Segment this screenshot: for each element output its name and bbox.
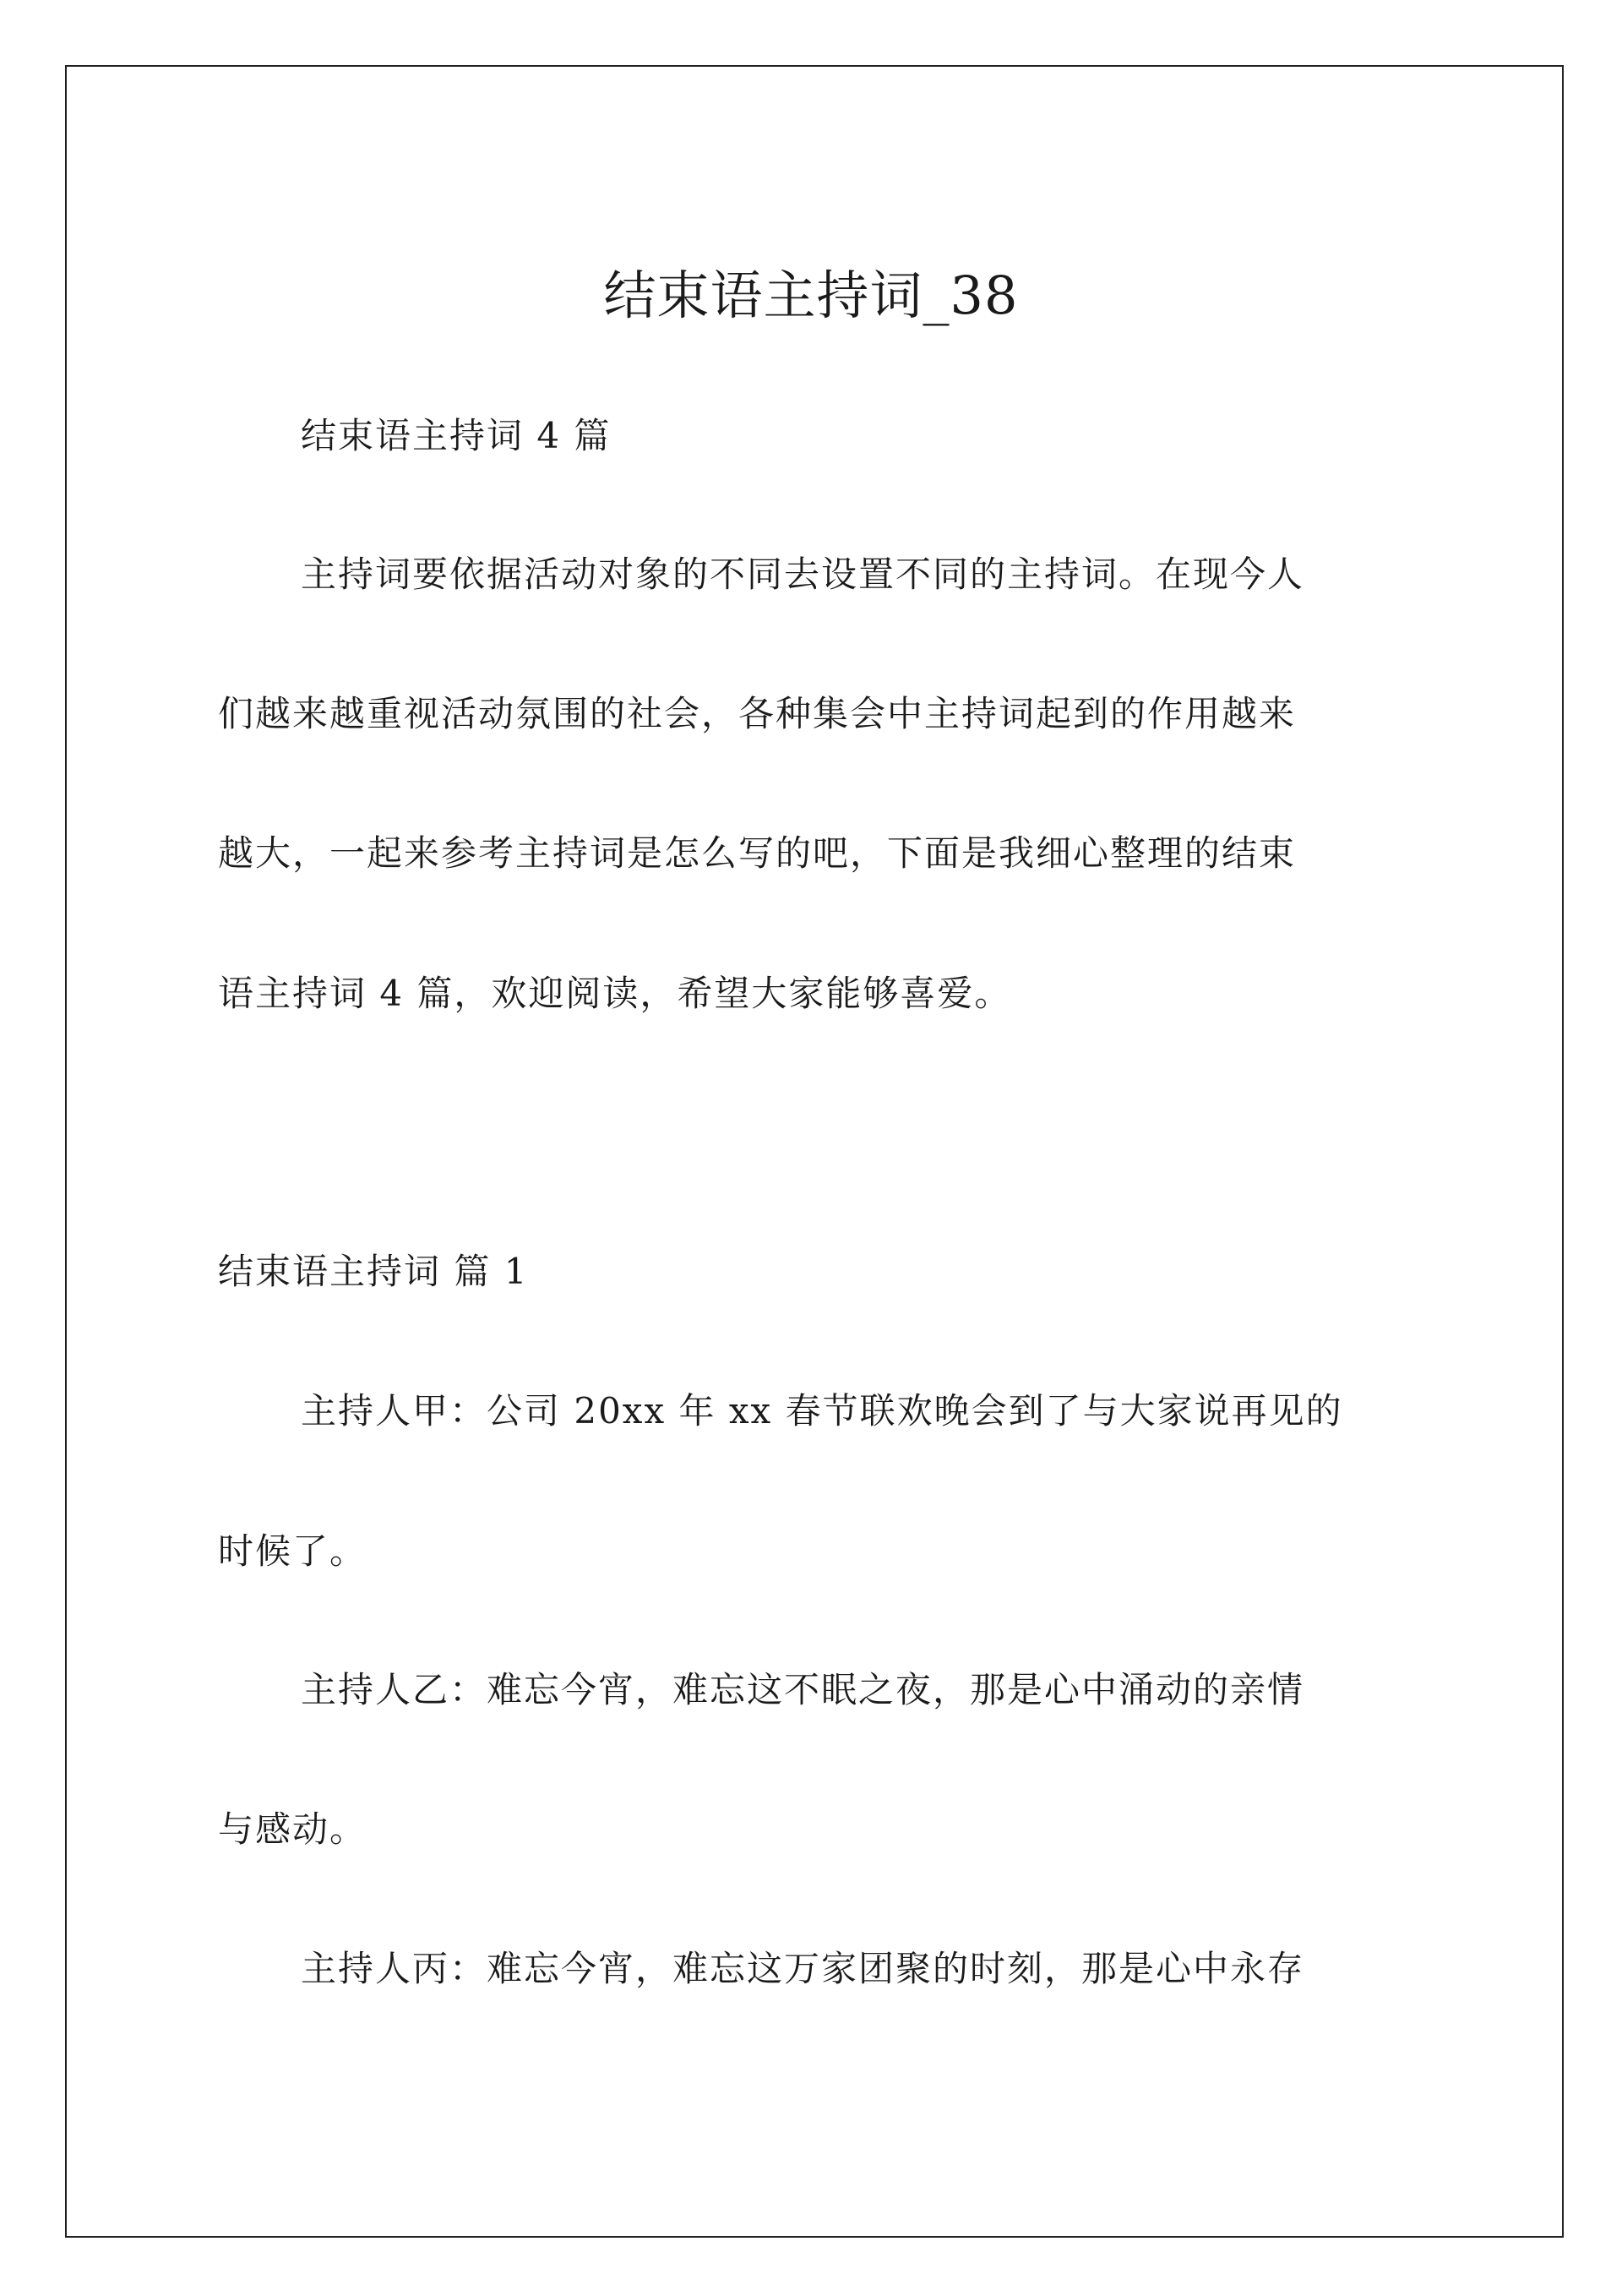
intro-line: 越大，一起来参考主持词是怎么写的吧，下面是我细心整理的结束 <box>218 832 1297 874</box>
intro-line: 语主持词 4 篇，欢迎阅读，希望大家能够喜爱。 <box>218 973 1012 1014</box>
intro-line: 们越来越重视活动氛围的社会，各种集会中主持词起到的作用越来 <box>218 693 1297 734</box>
body-line: 主持人乙：难忘今宵，难忘这不眠之夜，那是心中涌动的亲情 <box>301 1669 1305 1710</box>
body-line: 主持人甲：公司 20xx 年 xx 春节联欢晚会到了与大家说再见的 <box>301 1390 1343 1432</box>
intro-line: 主持词要依据活动对象的不同去设置不同的主持词。在现今人 <box>301 554 1305 595</box>
document-title: 结束语主持词_38 <box>603 265 1019 326</box>
body-line: 时候了。 <box>218 1530 367 1572</box>
document-subtitle: 结束语主持词 4 篇 <box>301 415 612 456</box>
body-line: 与感动。 <box>218 1808 367 1850</box>
section-heading: 结束语主持词 篇 1 <box>218 1251 529 1292</box>
page-frame <box>65 65 1564 2238</box>
body-line: 主持人丙：难忘今宵，难忘这万家团聚的时刻，那是心中永存 <box>301 1948 1305 1989</box>
